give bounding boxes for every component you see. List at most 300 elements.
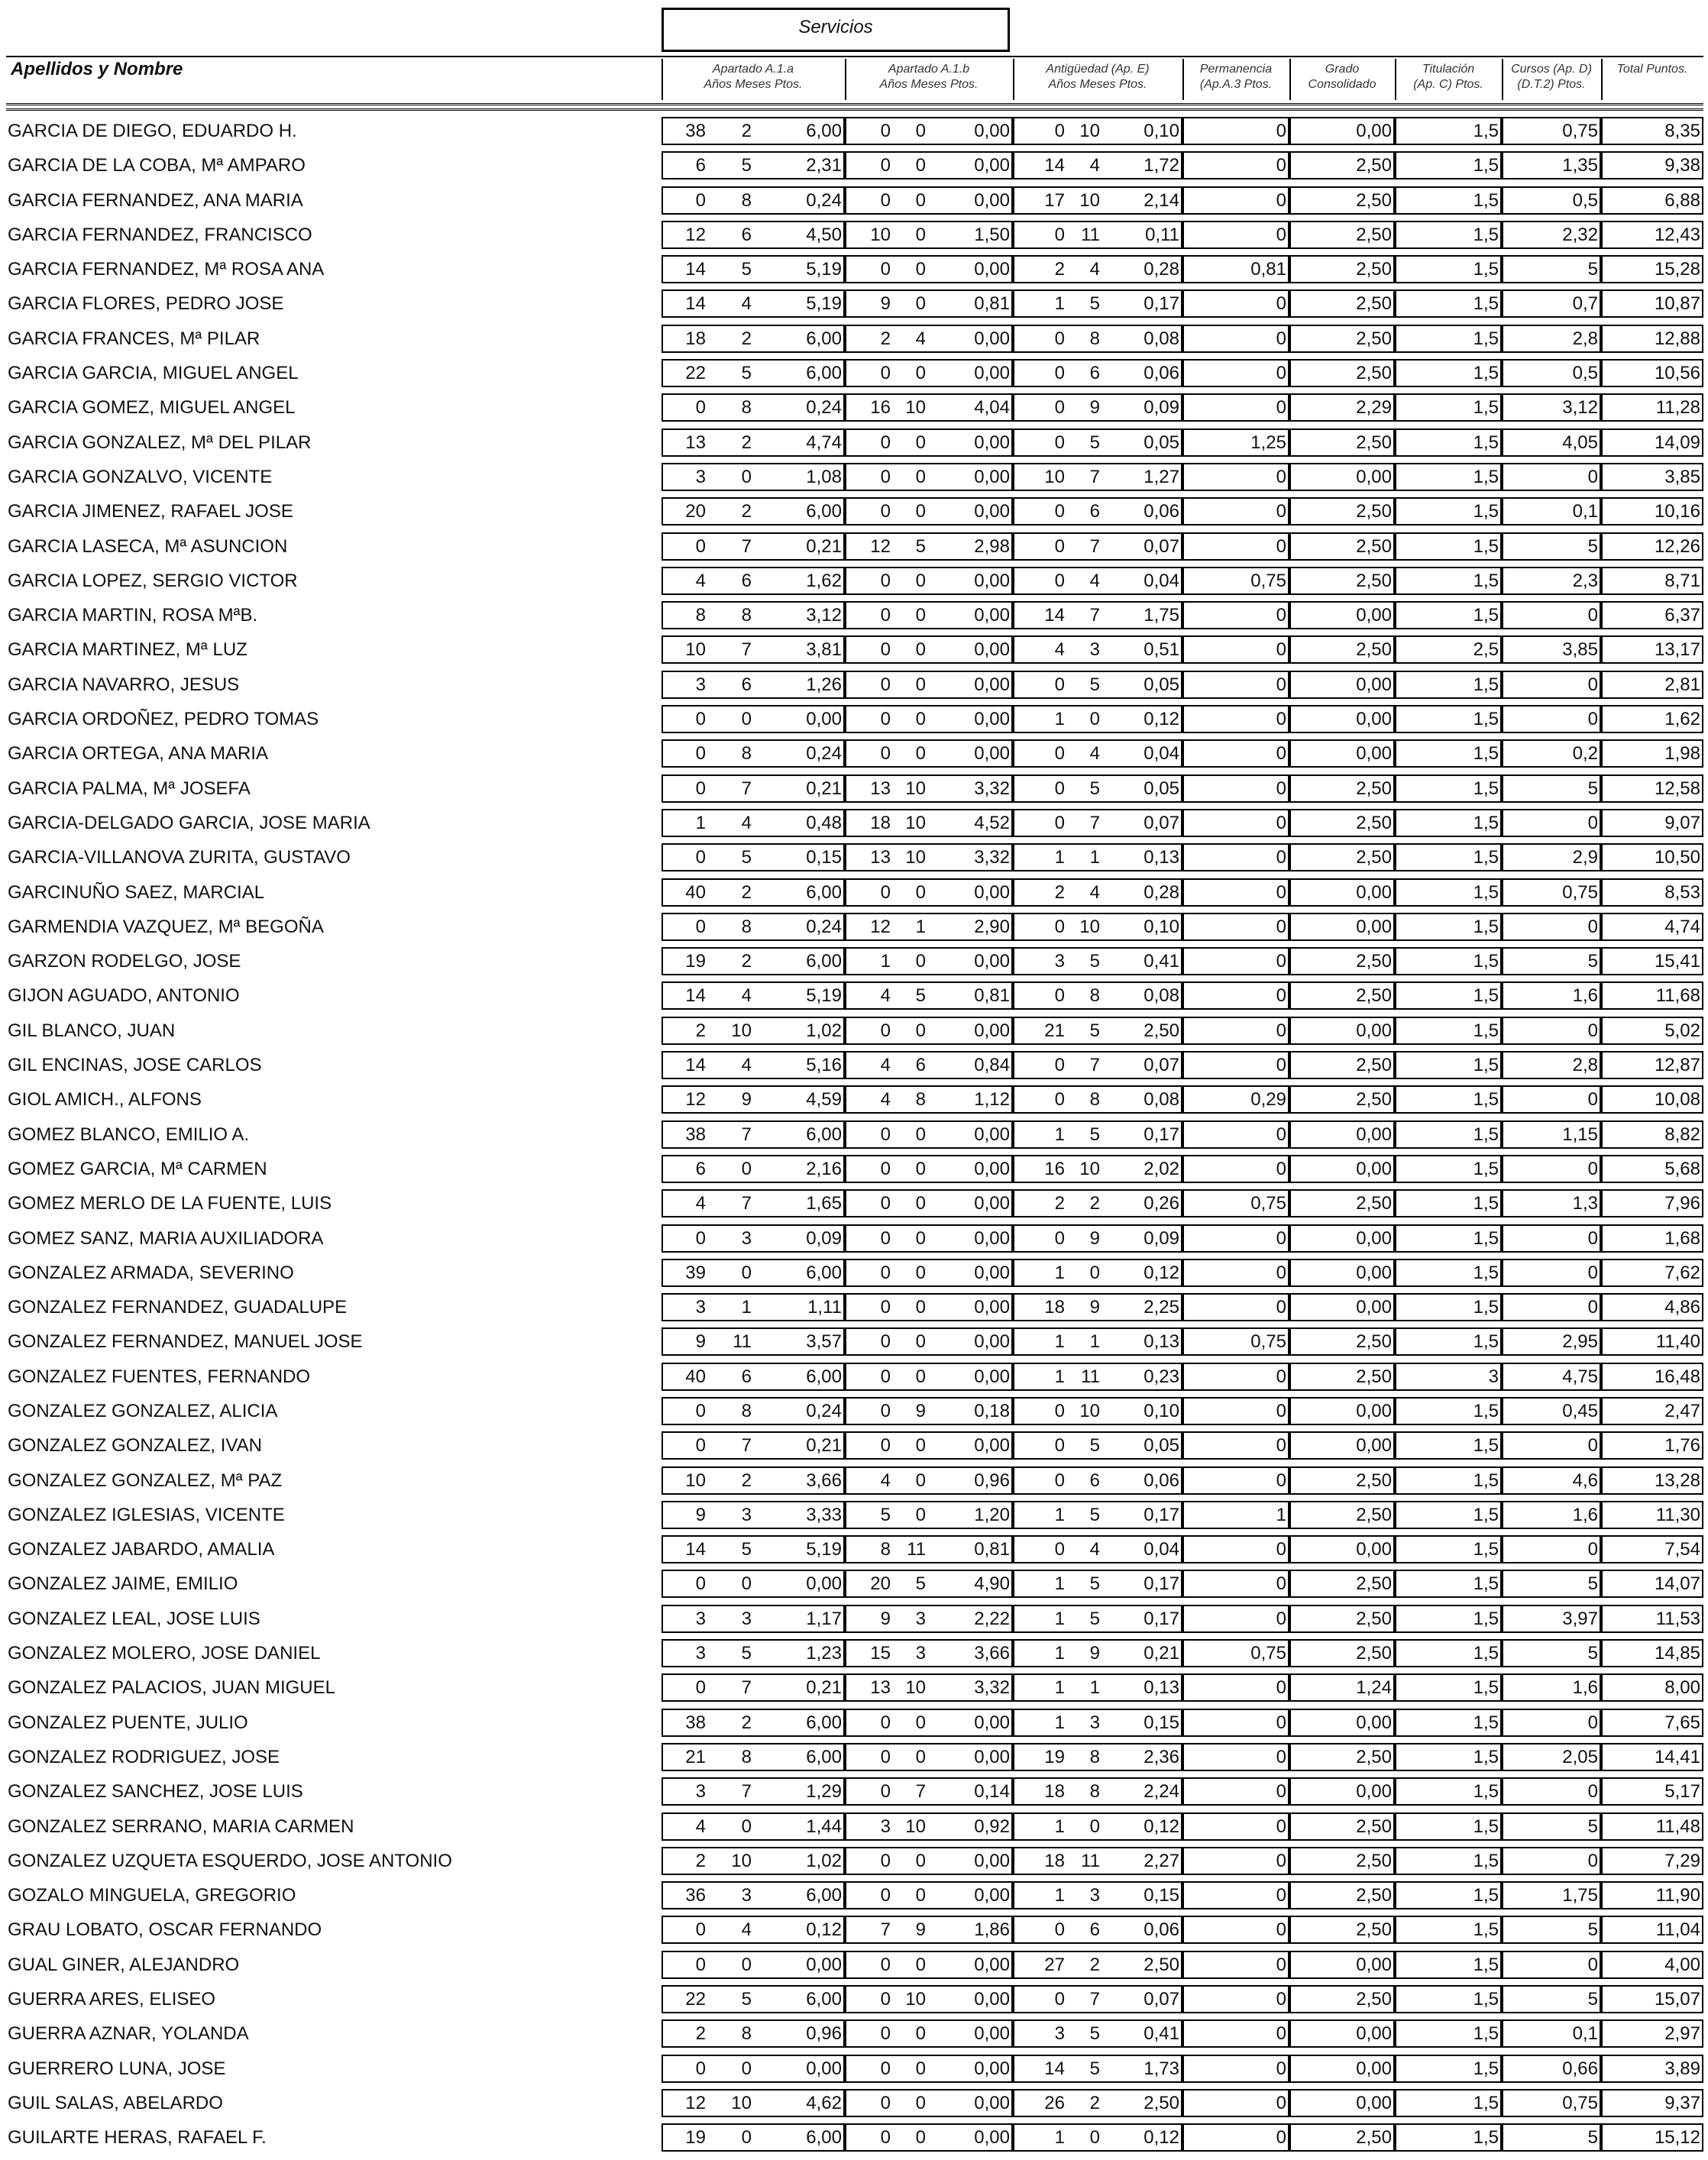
cell-group-a1b <box>845 1120 1013 1149</box>
cell-group-a1a <box>662 463 845 491</box>
cell-group-total <box>1601 1224 1703 1253</box>
column-divider <box>1182 59 1184 100</box>
cell-a1b-ptos: 0,00 <box>974 1331 1010 1353</box>
cell-a1b-meses: 9 <box>915 1400 926 1421</box>
cell-group-antiguedad <box>1013 532 1182 561</box>
cell-titulacion: 1,5 <box>1473 2127 1499 2149</box>
cell-cursos: 5 <box>1587 951 1598 972</box>
cell-group-a1b <box>845 671 1013 699</box>
cell-total: 11,40 <box>1655 1331 1700 1353</box>
cell-name: GONZALEZ UZQUETA ESQUERDO, JOSE ANTONIO <box>8 1850 452 1871</box>
cell-titulacion: 1,5 <box>1473 916 1499 937</box>
cell-group-a1a <box>662 1363 845 1391</box>
cell-group-a1b <box>845 393 1013 422</box>
cell-cursos: 5 <box>1587 1643 1598 1664</box>
cell-a1a-anos: 0 <box>695 1954 706 1975</box>
table-row <box>6 1189 1703 1224</box>
cell-a1a-anos: 4 <box>695 1816 706 1837</box>
cell-antiguedad-meses: 4 <box>1089 155 1100 176</box>
cell-group-total <box>1601 913 1703 941</box>
cell-antiguedad-ptos: 0,07 <box>1144 812 1179 833</box>
cell-group-antiguedad <box>1013 601 1182 629</box>
cell-a1a-ptos: 4,62 <box>806 2092 842 2113</box>
cell-group-antiguedad <box>1013 774 1182 803</box>
cell-cursos: 0 <box>1587 1539 1598 1560</box>
cell-group-total <box>1601 1501 1703 1529</box>
cell-cursos: 0,5 <box>1572 189 1598 211</box>
cell-antiguedad-anos: 0 <box>1054 1435 1065 1457</box>
cell-group-cursos <box>1502 1397 1601 1425</box>
cell-antiguedad-anos: 18 <box>1044 1781 1065 1803</box>
cell-total: 11,30 <box>1655 1504 1700 1525</box>
cell-group-a1a <box>662 1051 845 1079</box>
cell-group-a1b <box>845 1431 1013 1460</box>
cell-antiguedad-anos: 0 <box>1054 985 1065 1007</box>
cell-a1b-ptos: 0,18 <box>974 1400 1010 1421</box>
cell-group-a1b <box>845 1397 1013 1425</box>
cell-cursos: 1,35 <box>1562 155 1598 176</box>
cell-a1a-meses: 7 <box>741 639 752 661</box>
cell-total: 1,62 <box>1664 709 1700 730</box>
cell-group-a1a <box>662 878 845 907</box>
cell-permanencia: 0 <box>1276 1608 1286 1629</box>
cell-antiguedad-anos: 0 <box>1054 1227 1065 1249</box>
cell-group-cursos <box>1502 2019 1601 2048</box>
cell-a1b-anos: 20 <box>870 1573 891 1595</box>
cell-a1b-ptos: 3,32 <box>974 778 1010 799</box>
cell-group-cursos <box>1502 532 1601 561</box>
cell-group-antiguedad <box>1013 497 1182 525</box>
cell-antiguedad-meses: 1 <box>1089 1677 1100 1699</box>
cell-antiguedad-anos: 1 <box>1054 1677 1065 1699</box>
cell-a1b-meses: 5 <box>915 1573 926 1595</box>
cell-a1b-ptos: 0,00 <box>974 1850 1010 1871</box>
cell-a1a-ptos: 0,21 <box>806 1435 842 1457</box>
cell-group-total <box>1601 567 1703 595</box>
cell-a1b-ptos: 0,00 <box>974 121 1010 141</box>
cell-permanencia: 0 <box>1276 847 1286 868</box>
cell-antiguedad-meses: 5 <box>1089 1124 1100 1145</box>
cell-group-grado <box>1289 774 1395 803</box>
cell-group-grado <box>1289 1743 1395 1771</box>
cell-a1a-ptos: 0,48 <box>806 812 842 833</box>
cell-permanencia: 0 <box>1276 397 1286 419</box>
cell-name: GONZALEZ GONZALEZ, ALICIA <box>8 1400 278 1421</box>
cell-a1a-anos: 14 <box>685 293 706 315</box>
cell-a1b-meses: 0 <box>915 1227 926 1249</box>
cell-group-antiguedad <box>1013 1951 1182 1979</box>
cell-a1a-ptos: 5,19 <box>806 1539 842 1560</box>
cell-a1a-anos: 40 <box>685 881 706 903</box>
cell-name: GARCIA MARTIN, ROSA MªB. <box>8 605 258 626</box>
cell-name: GONZALEZ FUENTES, FERNANDO <box>8 1366 311 1387</box>
cell-group-total <box>1601 1189 1703 1217</box>
cell-a1a-ptos: 3,12 <box>806 605 842 626</box>
cell-group-titulacion <box>1395 463 1502 491</box>
cell-grado: 0,00 <box>1356 881 1392 903</box>
cell-group-titulacion <box>1395 1639 1502 1667</box>
cell-antiguedad-anos: 1 <box>1054 1643 1065 1664</box>
cell-group-antiguedad <box>1013 635 1182 664</box>
cell-antiguedad-meses: 6 <box>1089 501 1100 522</box>
cell-a1b-meses: 11 <box>907 1539 926 1560</box>
cell-group-permanencia <box>1182 221 1289 249</box>
cell-name: GOMEZ SANZ, MARIA AUXILIADORA <box>8 1227 324 1249</box>
cell-group-grado <box>1289 1535 1395 1563</box>
cell-group-titulacion <box>1395 705 1502 733</box>
cell-name: GARCIA PALMA, Mª JOSEFA <box>8 778 251 799</box>
cell-antiguedad-anos: 0 <box>1054 743 1065 765</box>
cell-group-permanencia <box>1182 1431 1289 1460</box>
cell-a1a-ptos: 6,00 <box>806 1366 842 1387</box>
cell-group-a1b <box>845 705 1013 733</box>
cell-group-antiguedad <box>1013 1881 1182 1909</box>
cell-group-a1b <box>845 1881 1013 1909</box>
cell-a1b-ptos: 0,00 <box>974 1885 1010 1906</box>
cell-total: 15,41 <box>1654 951 1700 972</box>
cell-a1b-ptos: 0,81 <box>974 985 1010 1007</box>
cell-antiguedad-meses: 5 <box>1089 432 1100 453</box>
cell-group-a1b <box>845 463 1013 491</box>
cell-antiguedad-meses: 2 <box>1089 1954 1100 1975</box>
cell-group-a1a <box>662 1017 845 1045</box>
cell-group-a1b <box>845 1812 1013 1841</box>
cell-group-antiguedad <box>1013 255 1182 283</box>
cell-group-titulacion <box>1395 1327 1502 1356</box>
cell-group-total <box>1601 186 1703 215</box>
cell-a1a-anos: 38 <box>685 1712 706 1733</box>
cell-titulacion: 1,5 <box>1473 1193 1499 1214</box>
cell-a1b-anos: 0 <box>880 1746 891 1767</box>
cell-a1b-ptos: 0,00 <box>974 1227 1010 1249</box>
cell-a1a-ptos: 4,59 <box>806 1089 842 1111</box>
cell-permanencia: 0 <box>1276 121 1286 141</box>
cell-cursos: 0 <box>1587 1850 1598 1871</box>
cell-cursos: 3,12 <box>1562 397 1598 419</box>
cell-cursos: 0 <box>1587 466 1598 487</box>
cell-a1a-meses: 5 <box>741 1643 752 1664</box>
cell-antiguedad-ptos: 0,17 <box>1144 1124 1179 1145</box>
cell-a1b-anos: 4 <box>880 1089 891 1111</box>
cell-total: 11,68 <box>1655 985 1700 1007</box>
cell-total: 10,87 <box>1654 293 1700 315</box>
cell-grado: 2,50 <box>1356 535 1392 557</box>
cell-a1b-ptos: 0,00 <box>974 501 1010 522</box>
cell-group-a1a <box>662 1951 845 1979</box>
cell-group-a1a <box>662 117 845 145</box>
cell-titulacion: 1,5 <box>1473 121 1499 141</box>
cell-titulacion: 1,5 <box>1473 328 1499 349</box>
cell-a1b-anos: 9 <box>880 1608 891 1629</box>
cell-group-total <box>1601 1916 1703 1944</box>
cell-a1b-meses: 8 <box>915 1089 926 1111</box>
cell-group-permanencia <box>1182 1639 1289 1667</box>
cell-group-permanencia <box>1182 809 1289 837</box>
cell-a1a-anos: 0 <box>695 916 706 937</box>
cell-antiguedad-meses: 8 <box>1089 1781 1100 1803</box>
cell-permanencia: 0 <box>1276 709 1286 730</box>
cell-antiguedad-anos: 1 <box>1054 2127 1065 2149</box>
column-divider <box>662 59 663 100</box>
cell-antiguedad-meses: 0 <box>1089 1816 1100 1837</box>
cell-a1a-meses: 7 <box>741 1781 752 1803</box>
cell-group-a1b <box>845 913 1013 941</box>
cell-group-grado <box>1289 463 1395 491</box>
cell-antiguedad-anos: 3 <box>1054 2023 1065 2045</box>
cell-a1b-meses: 1 <box>915 916 926 937</box>
cell-group-a1b <box>845 497 1013 525</box>
cell-a1b-meses: 3 <box>915 1643 926 1664</box>
cell-a1b-meses: 0 <box>915 1504 926 1525</box>
cell-group-grado <box>1289 221 1395 249</box>
cell-a1a-ptos: 6,00 <box>806 328 842 349</box>
cell-a1b-ptos: 1,20 <box>974 1504 1010 1525</box>
cell-group-grado <box>1289 428 1395 457</box>
cell-group-titulacion <box>1395 2055 1502 2083</box>
cell-a1a-anos: 3 <box>695 466 706 487</box>
cell-a1a-meses: 5 <box>741 847 752 868</box>
cell-antiguedad-anos: 1 <box>1054 847 1065 868</box>
cell-group-a1b <box>845 1951 1013 1979</box>
cell-total: 14,85 <box>1654 1643 1700 1664</box>
cell-total: 14,07 <box>1654 1573 1700 1595</box>
cell-antiguedad-ptos: 2,02 <box>1144 1158 1179 1179</box>
cell-group-permanencia <box>1182 1397 1289 1425</box>
cell-group-permanencia <box>1182 359 1289 387</box>
cell-a1a-ptos: 0,24 <box>806 1400 842 1421</box>
cell-antiguedad-meses: 0 <box>1089 2127 1100 2149</box>
cell-a1a-anos: 6 <box>695 1158 706 1179</box>
cell-permanencia: 0 <box>1276 328 1286 349</box>
cell-a1b-meses: 0 <box>915 155 926 176</box>
cell-group-grado <box>1289 1605 1395 1633</box>
table-row <box>6 739 1703 774</box>
table-row <box>6 774 1703 809</box>
cell-group-grado <box>1289 878 1395 907</box>
cell-group-permanencia <box>1182 1535 1289 1563</box>
cell-titulacion: 1,5 <box>1473 1608 1499 1629</box>
cell-group-a1b <box>845 1189 1013 1217</box>
cell-a1b-meses: 0 <box>915 1746 926 1767</box>
cell-group-total <box>1601 1293 1703 1321</box>
cell-permanencia: 1,25 <box>1250 432 1286 453</box>
cell-antiguedad-ptos: 0,07 <box>1144 1055 1179 1076</box>
cell-antiguedad-meses: 5 <box>1089 1020 1100 1041</box>
cell-group-cursos <box>1502 1363 1601 1391</box>
cell-cursos: 5 <box>1587 1989 1598 2010</box>
cell-antiguedad-anos: 0 <box>1054 121 1065 141</box>
cell-group-grado <box>1289 843 1395 871</box>
cell-group-total <box>1601 289 1703 318</box>
cell-titulacion: 1,5 <box>1473 189 1499 211</box>
cell-group-titulacion <box>1395 1570 1502 1598</box>
cell-group-antiguedad <box>1013 739 1182 768</box>
cell-group-a1b <box>845 2019 1013 2048</box>
cell-titulacion: 1,5 <box>1473 570 1499 591</box>
cell-a1a-ptos: 6,00 <box>806 363 842 384</box>
cell-a1a-anos: 20 <box>685 501 706 522</box>
cell-cursos: 0,5 <box>1572 363 1598 384</box>
cell-titulacion: 1,5 <box>1473 397 1499 419</box>
cell-group-titulacion <box>1395 1085 1502 1114</box>
cell-a1a-meses: 7 <box>741 1124 752 1145</box>
cell-group-titulacion <box>1395 809 1502 837</box>
cell-group-a1b <box>845 1466 1013 1495</box>
cell-a1b-ptos: 0,00 <box>974 1712 1010 1733</box>
cell-titulacion: 1,5 <box>1473 1158 1499 1179</box>
cell-name: GARCIA DE LA COBA, Mª AMPARO <box>8 155 306 176</box>
cell-group-permanencia <box>1182 913 1289 941</box>
cell-antiguedad-ptos: 0,17 <box>1144 1608 1179 1629</box>
cell-total: 1,98 <box>1664 743 1700 765</box>
table-row <box>6 186 1703 221</box>
column-divider <box>1395 59 1396 100</box>
cell-cursos: 2,05 <box>1562 1746 1598 1767</box>
cell-antiguedad-meses: 9 <box>1089 397 1100 419</box>
cell-titulacion: 1,5 <box>1473 1055 1499 1076</box>
cell-a1a-anos: 19 <box>685 951 706 972</box>
cell-titulacion: 1,5 <box>1473 1885 1499 1906</box>
cell-grado: 1,24 <box>1356 1677 1392 1699</box>
cell-a1a-anos: 21 <box>685 1746 706 1767</box>
cell-name: GONZALEZ PUENTE, JULIO <box>8 1712 248 1733</box>
cell-name: GONZALEZ JABARDO, AMALIA <box>8 1539 275 1560</box>
cell-a1a-ptos: 0,24 <box>806 397 842 419</box>
cell-group-antiguedad <box>1013 289 1182 318</box>
cell-titulacion: 1,5 <box>1473 605 1499 626</box>
cell-a1a-meses: 8 <box>741 1400 752 1421</box>
cell-group-antiguedad <box>1013 2089 1182 2117</box>
cell-group-cursos <box>1502 671 1601 699</box>
cell-total: 1,68 <box>1664 1227 1700 1249</box>
cell-group-cursos <box>1502 151 1601 179</box>
cell-permanencia: 0 <box>1276 605 1286 626</box>
cell-group-a1b <box>845 635 1013 664</box>
cell-name: GONZALEZ IGLESIAS, VICENTE <box>8 1504 285 1525</box>
cell-group-cursos <box>1502 843 1601 871</box>
cell-group-a1a <box>662 1777 845 1806</box>
cell-group-grado <box>1289 2019 1395 2048</box>
cell-group-a1b <box>845 221 1013 249</box>
column-header-tit: Titulación (Ap. C) Ptos. <box>1413 63 1483 91</box>
cell-a1a-anos: 3 <box>695 1608 706 1629</box>
cell-group-permanencia <box>1182 2089 1289 2117</box>
table-row <box>6 981 1703 1016</box>
cell-a1b-ptos: 0,00 <box>974 1158 1010 1179</box>
cell-a1b-meses: 0 <box>915 2092 926 2113</box>
cell-group-antiguedad <box>1013 428 1182 457</box>
cell-group-antiguedad <box>1013 1397 1182 1425</box>
cell-antiguedad-ptos: 0,09 <box>1144 1227 1179 1249</box>
cell-antiguedad-anos: 0 <box>1054 1470 1065 1491</box>
cell-group-cursos <box>1502 1466 1601 1495</box>
cell-a1b-anos: 0 <box>880 639 891 661</box>
cell-antiguedad-meses: 0 <box>1089 1262 1100 1283</box>
cell-a1a-anos: 9 <box>695 1331 706 1353</box>
cell-group-antiguedad <box>1013 1847 1182 1875</box>
cell-grado: 0,00 <box>1356 1020 1392 1041</box>
cell-a1a-ptos: 2,31 <box>806 155 842 176</box>
table-row <box>6 671 1703 705</box>
cell-antiguedad-meses: 5 <box>1089 1435 1100 1457</box>
cell-antiguedad-meses: 2 <box>1089 1193 1100 1214</box>
cell-group-grado <box>1289 117 1395 145</box>
cell-a1a-meses: 2 <box>741 881 752 903</box>
cell-group-total <box>1601 947 1703 975</box>
cell-total: 11,04 <box>1655 1919 1700 1941</box>
cell-a1b-meses: 10 <box>905 778 926 799</box>
cell-a1a-ptos: 0,21 <box>806 535 842 557</box>
cell-group-permanencia <box>1182 1085 1289 1114</box>
cell-titulacion: 1,5 <box>1473 847 1499 868</box>
cell-cursos: 2,3 <box>1572 570 1598 591</box>
cell-group-grado <box>1289 1847 1395 1875</box>
cell-antiguedad-ptos: 0,12 <box>1144 709 1179 730</box>
cell-a1a-ptos: 1,17 <box>806 1608 842 1629</box>
cell-a1a-anos: 2 <box>695 2023 706 2045</box>
cell-group-antiguedad <box>1013 1673 1182 1702</box>
cell-antiguedad-anos: 26 <box>1044 2092 1065 2113</box>
cell-a1a-anos: 0 <box>695 397 706 419</box>
cell-group-titulacion <box>1395 878 1502 907</box>
cell-group-cursos <box>1502 289 1601 318</box>
cell-name: GONZALEZ GONZALEZ, Mª PAZ <box>8 1470 283 1491</box>
cell-antiguedad-anos: 2 <box>1054 881 1065 903</box>
cell-group-total <box>1601 1466 1703 1495</box>
cell-group-a1b <box>845 1639 1013 1667</box>
cell-group-a1a <box>662 947 845 975</box>
cell-group-antiguedad <box>1013 151 1182 179</box>
cell-a1b-anos: 9 <box>880 293 891 315</box>
cell-antiguedad-ptos: 0,05 <box>1144 778 1179 799</box>
cell-total: 16,48 <box>1654 1366 1700 1387</box>
cell-group-cursos <box>1502 1155 1601 1183</box>
cell-antiguedad-anos: 0 <box>1054 812 1065 833</box>
cell-group-a1b <box>845 878 1013 907</box>
cell-a1b-ptos: 0,00 <box>974 432 1010 453</box>
cell-name: GONZALEZ MOLERO, JOSE DANIEL <box>8 1643 321 1664</box>
cell-a1b-anos: 5 <box>880 1504 891 1525</box>
cell-group-antiguedad <box>1013 325 1182 353</box>
cell-group-grado <box>1289 1673 1395 1702</box>
cell-antiguedad-meses: 7 <box>1089 605 1100 626</box>
cell-cursos: 0 <box>1587 605 1598 626</box>
table-row <box>6 843 1703 878</box>
cell-group-total <box>1601 981 1703 1010</box>
cell-group-permanencia <box>1182 2123 1289 2152</box>
cell-a1a-meses: 4 <box>741 812 752 833</box>
cell-antiguedad-ptos: 0,06 <box>1144 1919 1179 1941</box>
cell-group-titulacion <box>1395 1881 1502 1909</box>
cell-antiguedad-meses: 9 <box>1089 1297 1100 1318</box>
table-row <box>6 1570 1703 1604</box>
cell-group-cursos <box>1502 325 1601 353</box>
cell-antiguedad-ptos: 0,15 <box>1144 1712 1179 1733</box>
cell-group-antiguedad <box>1013 221 1182 249</box>
cell-group-permanencia <box>1182 705 1289 733</box>
cell-a1b-ptos: 2,22 <box>974 1608 1010 1629</box>
cell-group-total <box>1601 705 1703 733</box>
cell-name: GONZALEZ JAIME, EMILIO <box>8 1573 238 1595</box>
cell-a1b-anos: 0 <box>880 2058 891 2079</box>
cell-group-titulacion <box>1395 1847 1502 1875</box>
cell-group-a1b <box>845 117 1013 145</box>
cell-a1a-anos: 3 <box>695 1297 706 1318</box>
cell-antiguedad-ptos: 0,04 <box>1144 743 1179 765</box>
cell-name: GONZALEZ GONZALEZ, IVAN <box>8 1435 262 1457</box>
cell-a1a-ptos: 1,62 <box>806 570 842 591</box>
cell-group-a1a <box>662 255 845 283</box>
